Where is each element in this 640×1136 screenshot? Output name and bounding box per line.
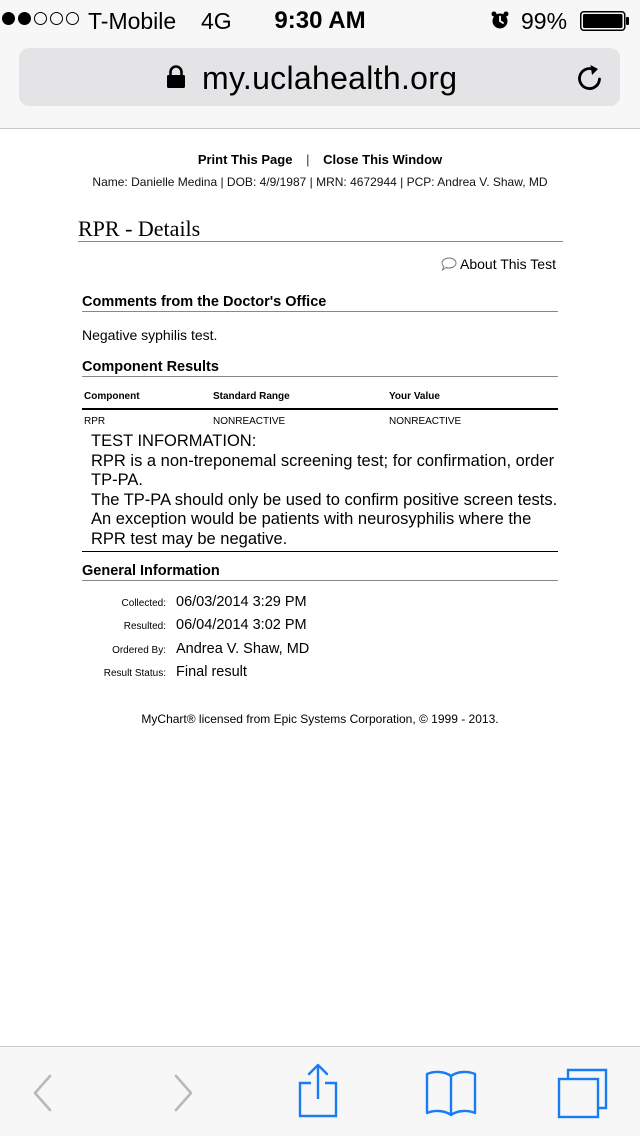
- chevron-right-icon[interactable]: [170, 1073, 196, 1113]
- status-time: 9:30 AM: [274, 7, 366, 34]
- table-cell: NONREACTIVE: [213, 415, 286, 427]
- alarm-clock-icon: [490, 10, 510, 30]
- address-bar[interactable]: [19, 48, 620, 106]
- info-row: [82, 594, 558, 617]
- about-test-label: About This Test: [460, 256, 556, 272]
- test-information: [82, 432, 558, 552]
- column-header: Your Value: [389, 390, 440, 402]
- component-results-table: [82, 384, 558, 552]
- speech-bubble-icon: [441, 257, 457, 271]
- info-label: Resulted:: [123, 621, 166, 633]
- patient-info: Name: Danielle Medina | DOB: 4/9/1987 | MRN: 4672944 | PCP: Andrea V. Shaw, MD: [92, 175, 548, 189]
- test-information-text: TEST INFORMATION: RPR is a non-treponemal screening test; for confirmation, order TP-PA. The TP-PA should only be used to confirm positive screen tests. An exception would be patients with neurosyphilis where the RPR test may be negative.: [91, 432, 558, 548]
- reload-icon[interactable]: [574, 62, 606, 94]
- about-test-link[interactable]: [441, 256, 556, 272]
- info-label: Collected:: [121, 598, 166, 609]
- table-cell: NONREACTIVE: [389, 415, 462, 427]
- info-value: Final result: [176, 663, 247, 680]
- column-header: Standard Range: [213, 390, 290, 402]
- link-separator: |: [306, 152, 310, 167]
- table-cell: RPR: [84, 415, 106, 427]
- browser-nav-bar: [0, 40, 640, 129]
- page-title: RPR - Details: [78, 216, 563, 242]
- info-row: [82, 641, 558, 664]
- carrier-name: T-Mobile: [88, 8, 177, 34]
- comments-heading: Comments from the Doctor's Office: [82, 294, 558, 312]
- general-info-table: [82, 594, 558, 687]
- table-row: [82, 410, 558, 432]
- info-value: 06/03/2014 3:29 PM: [176, 594, 307, 610]
- info-value: 06/04/2014 3:02 PM: [176, 617, 307, 634]
- tabs-icon[interactable]: [556, 1067, 610, 1119]
- info-value: Andrea V. Shaw, MD: [176, 640, 310, 657]
- copyright-footer: MyChart® licensed from Epic Systems Corporation, © 1999 - 2013.: [141, 712, 499, 726]
- general-info-heading: General Information: [82, 563, 558, 581]
- battery-icon: [580, 11, 630, 31]
- book-icon[interactable]: [424, 1068, 478, 1118]
- network-type: 4G: [201, 8, 232, 34]
- browser-toolbar: [0, 1046, 640, 1136]
- battery-percentage: 99%: [521, 8, 568, 34]
- close-window-link[interactable]: Close This Window: [323, 152, 443, 167]
- print-page-link[interactable]: Print This Page: [197, 152, 293, 167]
- share-icon[interactable]: [296, 1063, 340, 1119]
- info-label: Ordered By:: [112, 644, 166, 656]
- page-links: [0, 152, 640, 167]
- doctor-comment: Negative syphilis test.: [82, 327, 218, 343]
- info-label: Result Status:: [103, 667, 166, 679]
- status-bar: [0, 0, 640, 40]
- lock-icon: [166, 65, 186, 89]
- results-heading: Component Results: [82, 359, 558, 377]
- column-header: Component: [84, 390, 140, 402]
- info-row: [82, 664, 558, 687]
- info-row: [82, 617, 558, 640]
- url-text: my.uclahealth.org: [202, 60, 458, 96]
- chevron-left-icon[interactable]: [30, 1073, 56, 1113]
- table-header: [82, 384, 558, 410]
